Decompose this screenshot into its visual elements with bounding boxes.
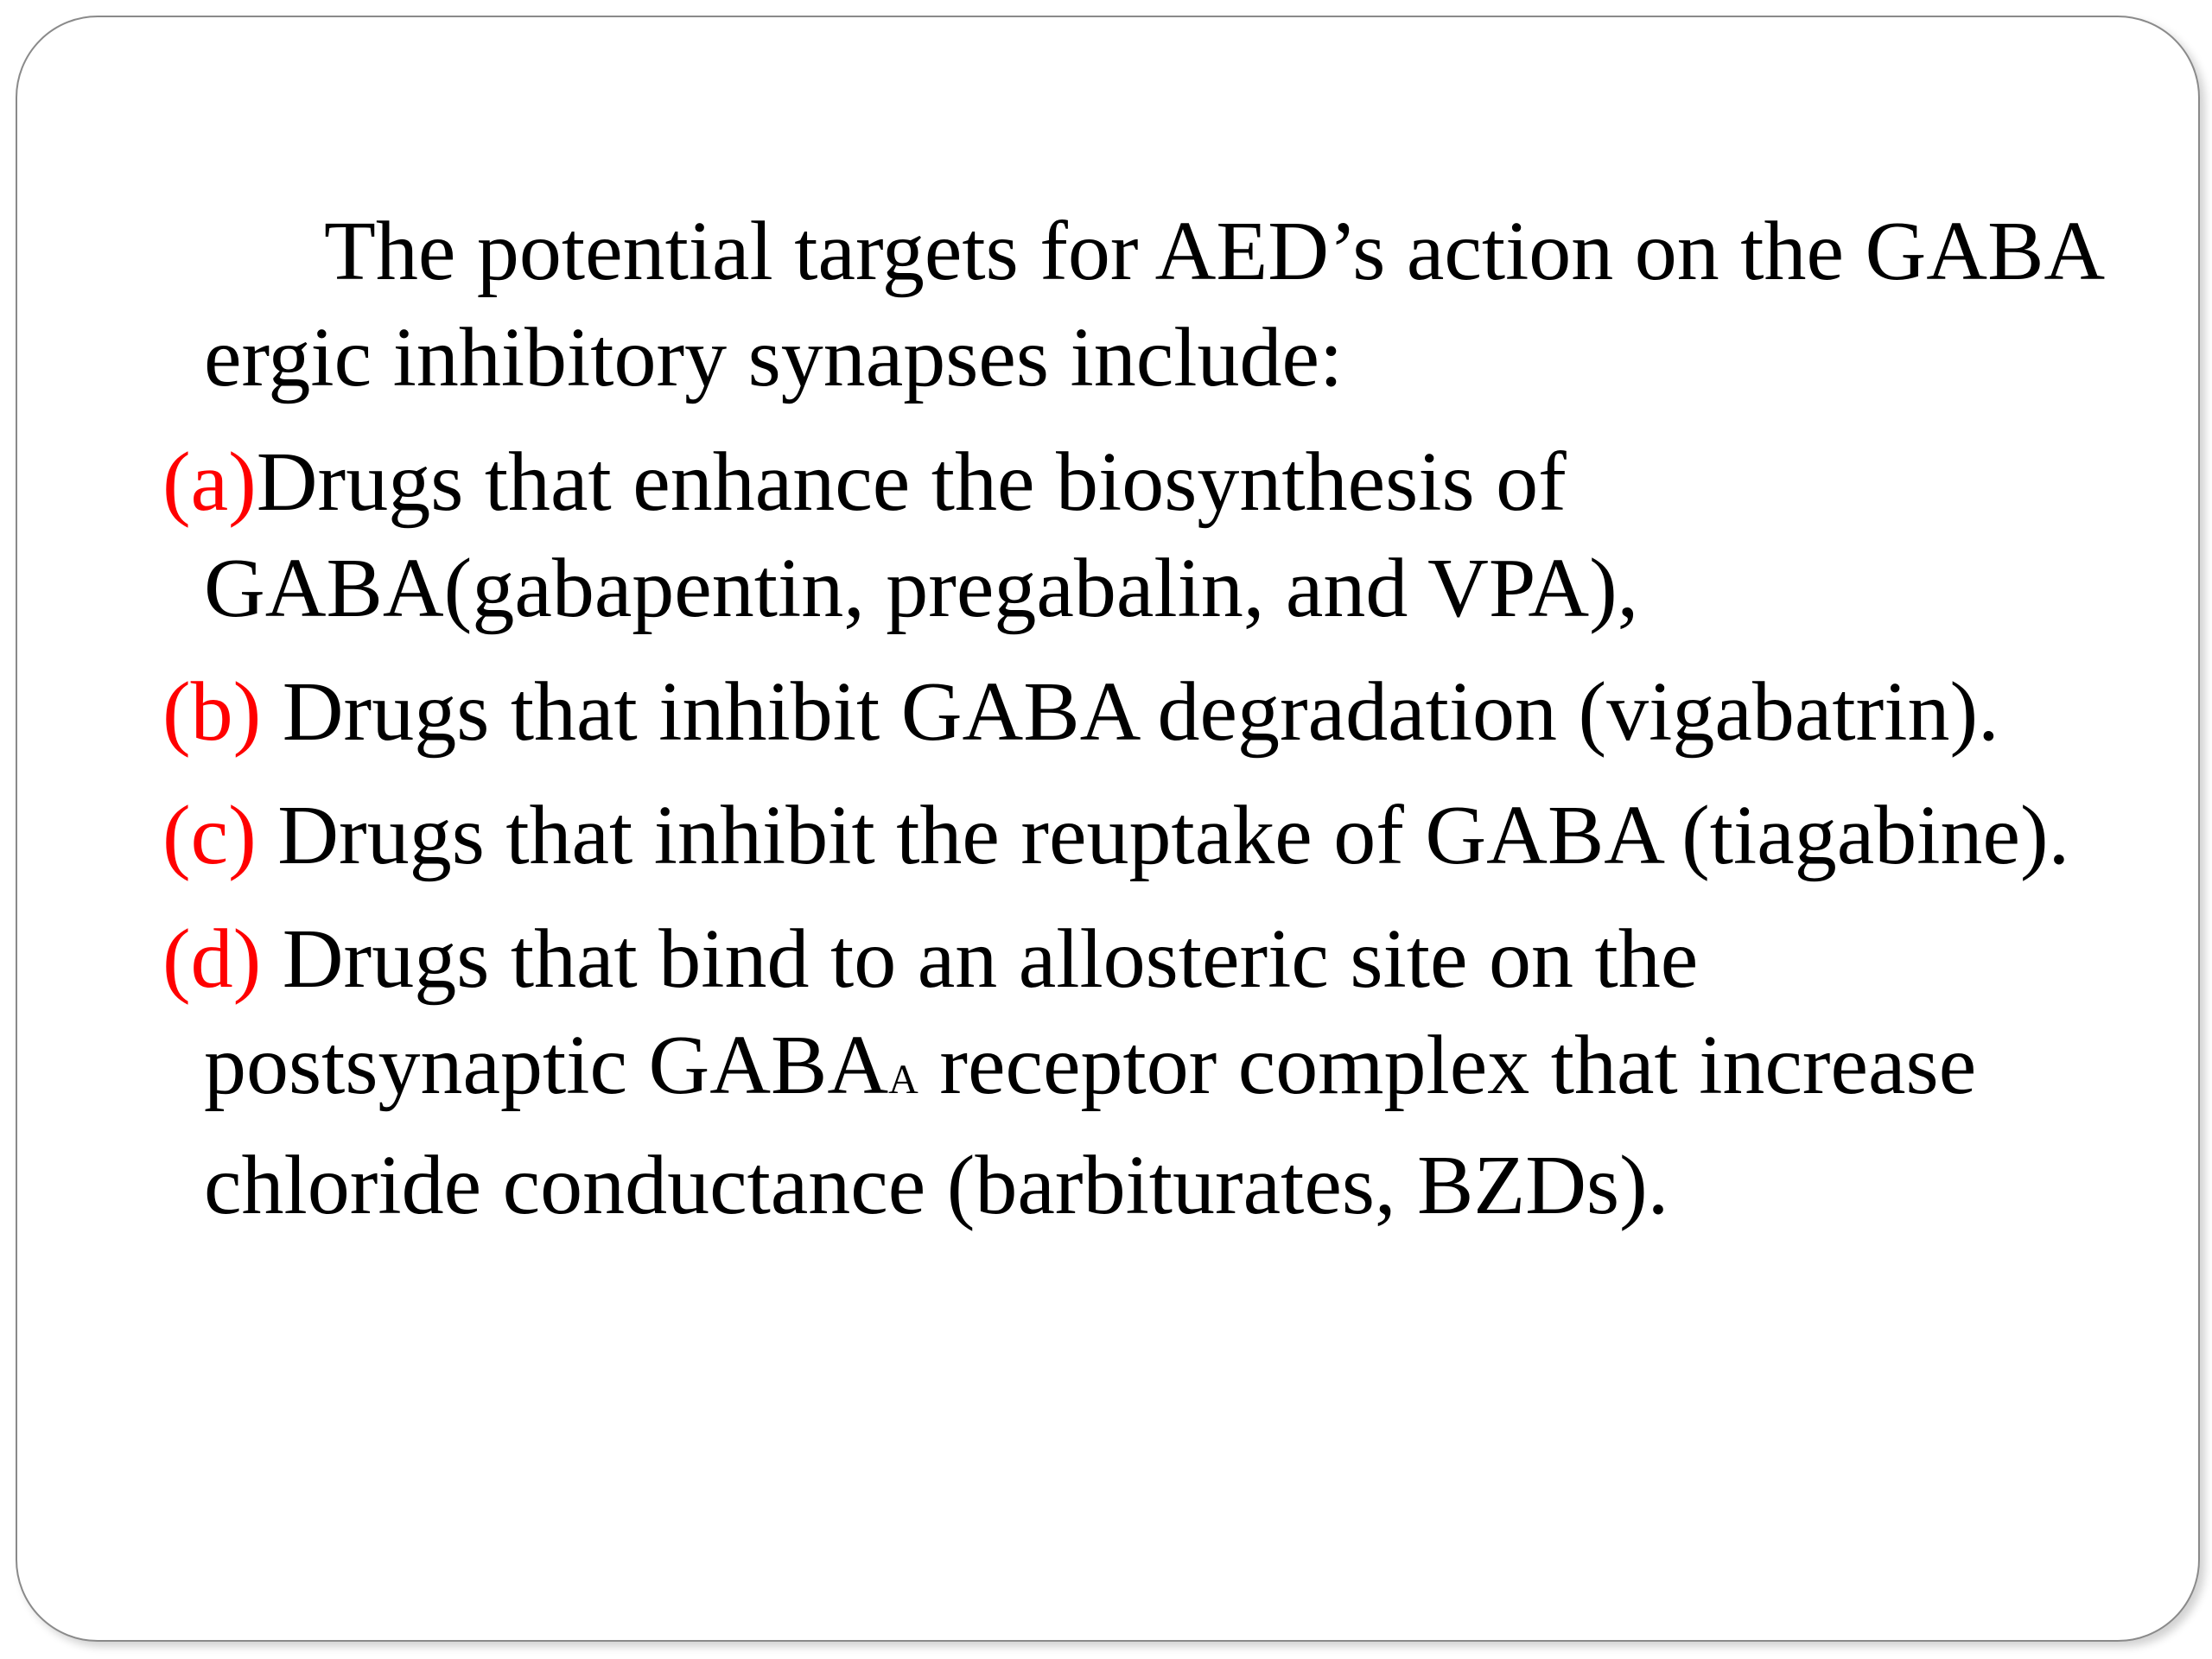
item-d-line-3: chloride conductance (barbiturates, BZDs).: [204, 1139, 1669, 1232]
slide-body: [17, 199, 2202, 1256]
list-item-d: [17, 906, 2202, 1239]
item-d-line-2-pre: postsynaptic GABA: [204, 1019, 889, 1112]
item-a-line-2: GABA(gabapentin, pregabalin, and VPA),: [204, 542, 1639, 635]
intro-line-2: ergic inhibitory synapses include:: [204, 311, 1344, 404]
gaba-subscript: A: [888, 1057, 918, 1103]
slide-frame: [16, 16, 2200, 1642]
list-marker-b: (b): [162, 665, 262, 759]
list-marker-d: (d): [162, 912, 262, 1006]
item-b-line-1: Drugs that inhibit GABA degradation (vigabatrin).: [261, 665, 1999, 759]
list-item-a: [17, 429, 2202, 642]
item-c-line-1: Drugs that inhibit the reuptake of GABA (tiagabine).: [256, 789, 2070, 882]
intro-line-1: The potential targets for AED’s action on the GABA: [324, 205, 2106, 298]
item-d-line-2-post: receptor complex that increase: [918, 1019, 1977, 1112]
list-marker-c: (c): [162, 789, 257, 882]
list-item-c: [17, 783, 2202, 889]
list-marker-a: (a): [162, 435, 257, 529]
item-d-line-1: Drugs that bind to an allosteric site on the: [261, 912, 1699, 1006]
intro-paragraph: [17, 199, 2202, 411]
item-d-line-2: [204, 1013, 2202, 1133]
item-a-line-1: Drugs that enhance the biosynthesis of: [256, 435, 1567, 529]
list-item-b: [17, 659, 2202, 766]
